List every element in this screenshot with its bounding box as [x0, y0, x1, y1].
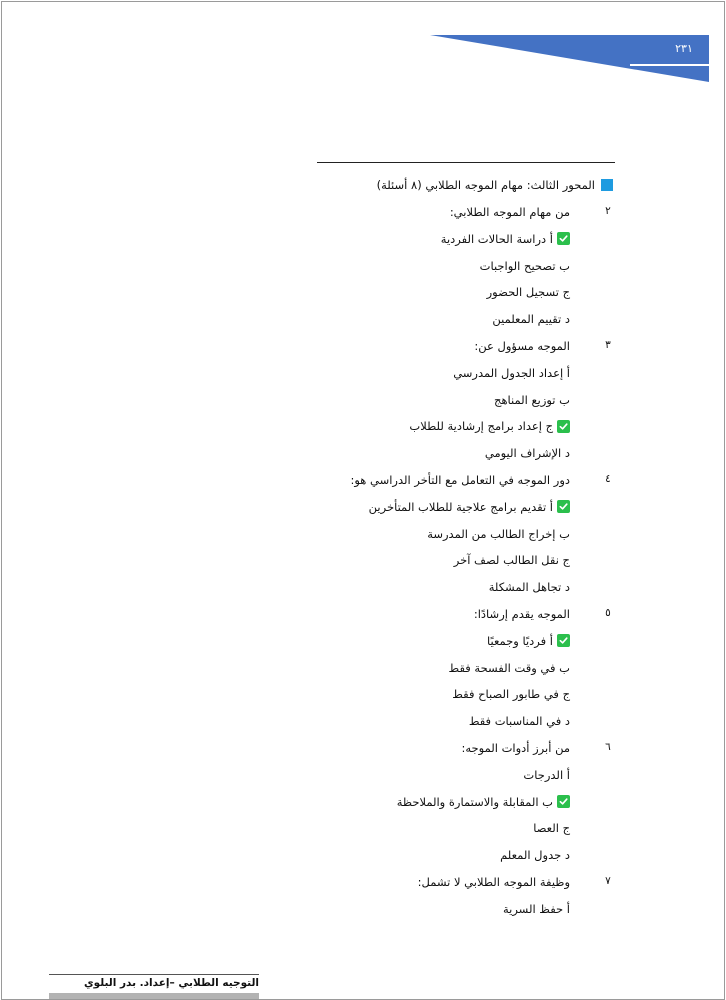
answer-option	[469, 714, 570, 728]
answer-option-label: أ حفظ السرية	[502, 901, 570, 916]
check-mark-icon	[557, 420, 570, 433]
question-number: ٧	[605, 875, 611, 887]
answer-option	[427, 527, 570, 541]
question-number: ٦	[605, 741, 611, 753]
footer-bar	[49, 993, 259, 1000]
footer-text: التوجيه الطلابي –إعداد. بدر البلوي	[84, 977, 259, 989]
check-mark-icon	[557, 232, 570, 245]
answer-option-label: ج في طابور الصباح فقط	[452, 687, 570, 702]
header-banner	[2, 2, 724, 102]
answer-option	[487, 285, 570, 299]
answer-option	[480, 259, 570, 273]
answer-option	[441, 232, 570, 246]
answer-option	[489, 580, 570, 594]
answer-option-label: أ فرديًا وجمعيًا	[486, 633, 553, 648]
answer-option-label: أ إعداد الجدول المدرسي	[453, 365, 570, 380]
answer-option	[397, 795, 570, 809]
section-title: المحور الثالث: مهام الموجه الطلابي (٨ أسئلة)	[376, 178, 595, 192]
answer-option	[492, 312, 570, 326]
answer-option	[452, 687, 570, 701]
answer-option	[503, 902, 570, 916]
answer-option-label: ج تسجيل الحضور	[486, 285, 570, 300]
answer-option-label: ج إعداد برامج إرشادية للطلاب	[409, 419, 553, 434]
question-number: ٣	[605, 339, 611, 351]
answer-option-label: أ دراسة الحالات الفردية	[440, 231, 553, 246]
check-mark-icon	[557, 500, 570, 513]
answer-option	[500, 848, 570, 862]
answer-option	[454, 553, 570, 567]
answer-option	[533, 821, 570, 835]
page-number: ٢٣١	[675, 42, 693, 55]
answer-option-label: د جدول المعلم	[500, 848, 570, 863]
question-number: ٤	[605, 473, 611, 485]
answer-option	[487, 634, 570, 648]
answer-option	[369, 500, 570, 514]
answer-option	[453, 366, 570, 380]
answer-option-label: ج العصا	[533, 821, 570, 836]
answer-option-label: ب المقابلة والاستمارة والملاحظة	[396, 794, 553, 809]
footer-rule	[49, 974, 259, 975]
square-bullet-icon	[601, 179, 613, 191]
answer-option-label: أ تقديم برامج علاجية للطلاب المتأخرين	[368, 499, 553, 514]
question-text: وظيفة الموجه الطلابي لا تشمل:	[417, 875, 570, 889]
question-number: ٥	[605, 607, 611, 619]
section-rule	[317, 162, 615, 163]
answer-option	[485, 446, 570, 460]
question-text: من أبرز أدوات الموجه:	[461, 741, 570, 755]
question-text: الموجه مسؤول عن:	[474, 339, 570, 353]
answer-option-label: د تجاهل المشكلة	[488, 580, 570, 595]
question-text: دور الموجه في التعامل مع التأخر الدراسي هو:	[350, 473, 570, 487]
answer-option-label: ب إخراج الطالب من المدرسة	[427, 526, 570, 541]
answer-option-label: د الإشراف اليومي	[484, 446, 570, 461]
answer-option-label: ب في وقت الفسحة فقط	[448, 660, 570, 675]
answer-option-label: أ الدرجات	[523, 767, 570, 782]
answer-option-label: د في المناسبات فقط	[468, 714, 570, 729]
answer-option	[449, 661, 570, 675]
answer-option	[523, 768, 570, 782]
question-number: ٢	[605, 205, 611, 217]
answer-option	[409, 419, 570, 433]
answer-option-label: ب توزيع المناهج	[494, 392, 570, 407]
check-mark-icon	[557, 634, 570, 647]
answer-option	[494, 393, 570, 407]
document-page	[1, 1, 725, 1000]
answer-option-label: د تقييم المعلمين	[492, 312, 570, 327]
check-mark-icon	[557, 795, 570, 808]
answer-option-label: ب تصحيح الواجبات	[479, 258, 570, 273]
answer-option-label: ج نقل الطالب لصف آخر	[453, 553, 570, 568]
question-text: من مهام الموجه الطلابي:	[449, 205, 570, 219]
question-text: الموجه يقدم إرشادًا:	[473, 607, 570, 621]
section-header	[377, 178, 613, 192]
